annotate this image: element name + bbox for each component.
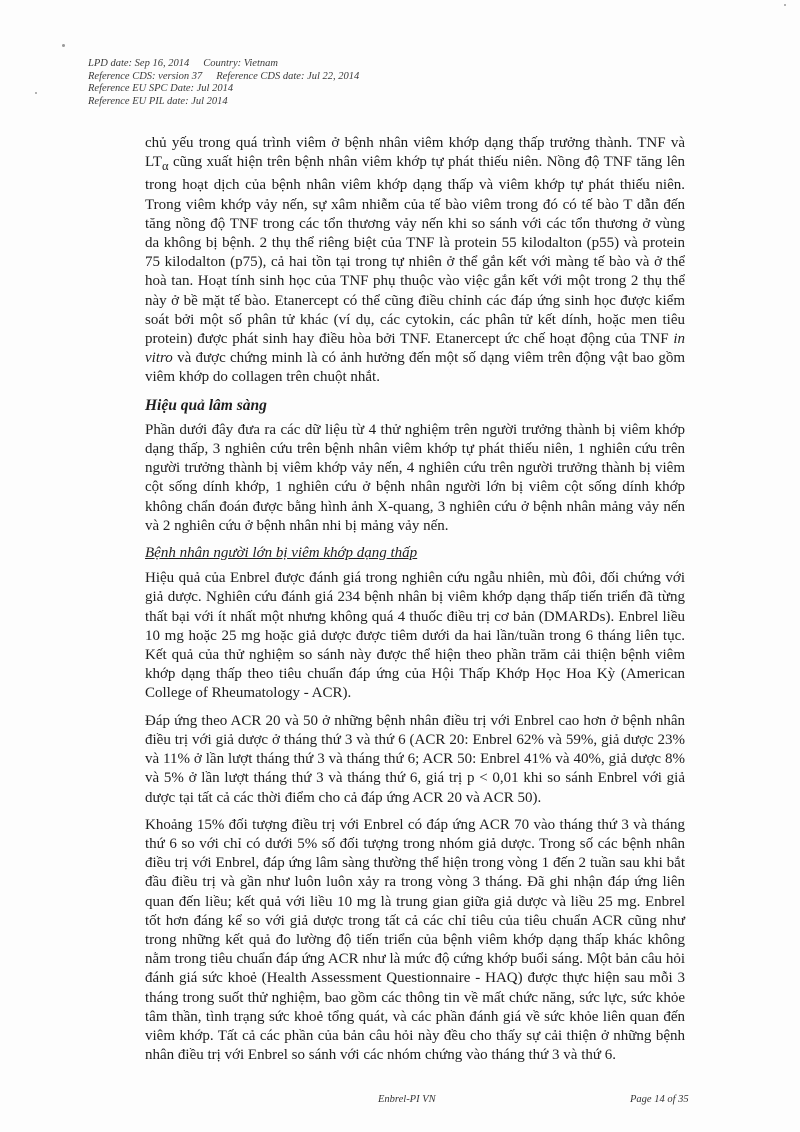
paragraph-study-design: Hiệu quả của Enbrel được đánh giá trong nghiên cứu ngẫu nhiên, mù đôi, đối chứng với giả dược. Nghiên cứu đánh giá 234 bệnh nhân bị viêm khớp dạng thấp tiến triển đã từng thất bại với ít nhất một nhưng không quá 4 thuốc điều trị cơ bản (DMARDs). Enbrel liều 10 mg hoặc 25 mg hoặc giả dược được tiêm dưới da hai lần/tuần trong 6 tháng liên tục. Kết quả của thử nghiệm so sánh này được thể hiện theo phần trăm cải thiện bệnh viêm khớp dạng thấp theo tiêu chuẩn đáp ứng của Hội Thấp Khớp Học Hoa Kỳ (American College of Rheumatology - ACR).	[145, 570, 685, 702]
document-body	[145, 134, 685, 1073]
scan-speck	[784, 4, 786, 6]
reference-cds-version: Reference CDS: version 37	[88, 70, 203, 82]
reference-eu-spc-date: Reference EU SPC Date: Jul 2014	[88, 83, 234, 94]
scan-speck	[35, 92, 37, 94]
paragraph-text: cũng xuất hiện trên bệnh nhân viêm khớp tự phát thiếu niên. Nồng độ TNF tăng lên trong hoạt dịch của bệnh nhân viêm khớp dạng thấp và viêm khớp tự phát thiếu niên. Trong viêm khớp vảy nến, sự xâm nhiễm của tế bào viêm trong đó có tế bào T dẫn đến tăng nồng độ TNF trong các tổn thương vảy nến khi so sánh với các tổn thương ở vùng da không bị bệnh. 2 thụ thể riêng biệt của TNF là protein 55 kilodalton (p55) và protein 75 kilodalton (p75), cả hai tồn tại trong tự nhiên ở thể gắn kết với màng tế bào và ở thể hoà tan. Hoạt tính sinh học của TNF phụ thuộc vào việc gắn kết với một trong 2 thụ thể này ở bề mặt tế bào. Etanercept có thể cũng điều chỉnh các đáp ứng sinh học được kiểm soát bởi một số phân tử khác (ví dụ, các cytokin, các phân tử kết dính, hoặc men tiêu protein) được phát sinh hay điều hòa bởi TNF. Etanercept ức chế hoạt động của TNF	[145, 154, 685, 348]
header-row-2	[88, 71, 373, 84]
footer-document-name: Enbrel-PI VN	[378, 1094, 436, 1105]
paragraph-acr70-results: Khoảng 15% đối tượng điều trị với Enbrel có đáp ứng ACR 70 vào tháng thứ 3 và tháng thứ 6 so với chỉ có dưới 5% số đối tượng trong nhóm giả dược. Trong số các bệnh nhân điều trị với Enbrel, đáp ứng lâm sàng thường thể hiện trong vòng 1 đến 2 tuần sau khi bắt đầu điều trị và gần như luôn luôn xảy ra trong vòng 3 tháng. Đã ghi nhận đáp ứng liên quan đến liều; kết quả với liều 10 mg là trung gian giữa giả dược và liều 25 mg. Enbrel tốt hơn đáng kể so với giả dược trong tất cả các chỉ tiêu của tiêu chuẩn ACR cũng như trong những kết quả đo lường độ tiến triển của bệnh viêm khớp dạng thấp khác không nằm trong tiêu chuẩn đáp ứng ACR như là mức độ cứng khớp buổi sáng. Một bản câu hỏi đánh giá sức khoẻ (Health Assessment Questionnaire - HAQ) được thực hiện sau mỗi 3 tháng trong suốt thử nghiệm, bao gồm các thông tin về mất chức năng, sức lực, sức khỏe tâm thần, tình trạng sức khoẻ tổng quát, và các phần đánh giá về sức khỏe liên quan đến viêm khớp. Tất cả các phần của bản câu hỏi này đều cho thấy sự cải thiện ở những bệnh nhân điều trị với Enbrel so sánh với các nhóm chứng vào tháng thứ 3 và thứ 6.	[145, 816, 685, 1064]
paragraph-acr-response: Đáp ứng theo ACR 20 và 50 ở những bệnh nhân điều trị với Enbrel cao hơn ở bệnh nhân điều trị với giả dược ở tháng thứ 3 và thứ 6 (ACR 20: Enbrel 62% và 59%, giả dược 23% và 11% ở lần lượt tháng thứ 3 và tháng thứ 6; ACR 50: Enbrel 41% và 40%, giả dược 8% và 5% ở lần lượt tháng thứ 3 và tháng thứ 6, giá trị p < 0,01 khi so sánh Enbrel với giả dược tại tất cả các thời điểm cho cả đáp ứng ACR 20 và ACR 50).	[145, 712, 685, 806]
reference-eu-pil-date: Reference EU PIL date: Jul 2014	[88, 95, 228, 107]
paragraph-studies-overview: Phần dưới đây đưa ra các dữ liệu từ 4 thử nghiệm trên người trưởng thành bị viêm khớp dạng thấp, 3 nghiên cứu trên bệnh nhân viêm khớp tự phát thiếu niên, 1 nghiên cứu trên người trưởng thành bị viêm khớp vảy nến, 4 nghiên cứu trên người trưởng thành bị viêm cột sống dính khớp, 1 nghiên cứu ở bệnh nhân người lớn bị viêm cột sống dính khớp không chẩn đoán được bằng hình ảnh X-quang, 3 nghiên cứu ở bệnh nhân mảng vảy nến và 2 nghiên cứu ở bệnh nhân nhi bị mảng vảy nến.	[145, 421, 685, 534]
country: Country: Vietnam	[203, 58, 278, 69]
italic-term: in vitro	[145, 331, 685, 367]
document-header	[88, 58, 373, 108]
subscript-alpha: α	[161, 159, 169, 174]
paragraph-text: chủ yếu trong quá trình viêm ở bệnh nhân viêm khớp dạng thấp trưởng thành. TNF và LT	[145, 135, 685, 171]
scan-speck	[62, 44, 65, 47]
lpd-date: LPD date: Sep 16, 2014	[88, 58, 190, 69]
paragraph-text: và được chứng minh là có ảnh hưởng đến một số dạng viêm trên động vật bao gồm viêm khớp do collagen trên chuột nhắt.	[145, 350, 685, 386]
paragraph-mechanism	[145, 134, 685, 388]
footer-page-number: Page 14 of 35	[630, 1094, 689, 1105]
reference-cds-date: Reference CDS date: Jul 22, 2014	[216, 70, 360, 82]
subsection-heading-adult-ra: Bệnh nhân người lớn bị viêm khớp dạng thấp	[145, 545, 418, 562]
header-row-1	[88, 58, 373, 71]
section-heading-clinical-efficacy: Hiệu quả lâm sàng	[145, 396, 267, 414]
